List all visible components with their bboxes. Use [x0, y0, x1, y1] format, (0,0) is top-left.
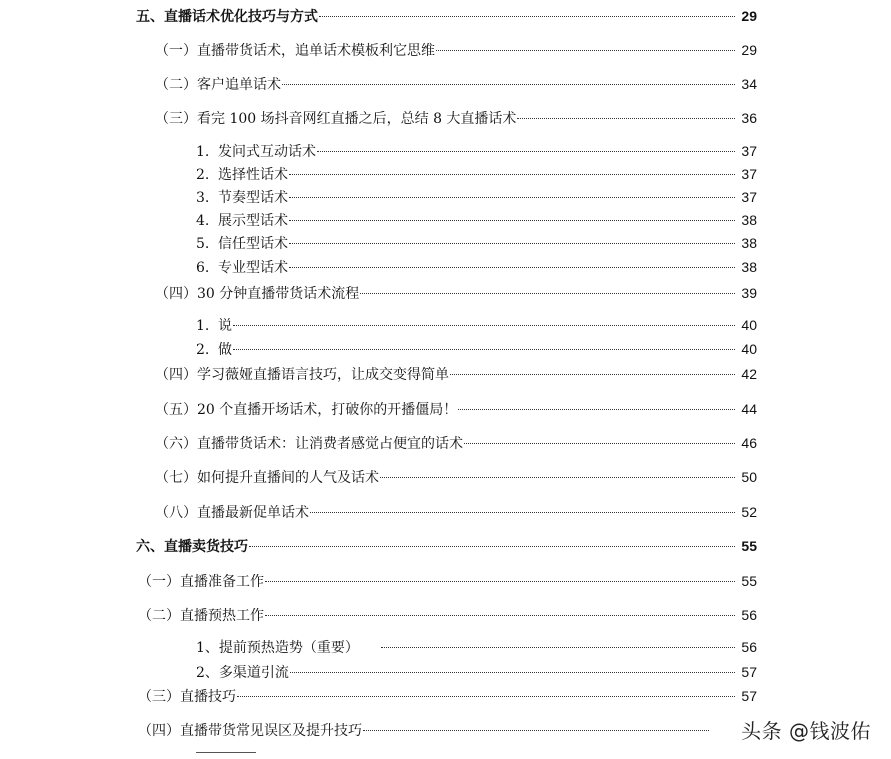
toc-leader-dots — [450, 374, 735, 375]
toc-entry[interactable] — [196, 163, 757, 185]
toc-entry-title: （一）直播准备工作 — [138, 574, 264, 590]
toc-page-number: 56 — [741, 639, 757, 655]
toc-entry[interactable] — [155, 466, 757, 488]
toc-entry[interactable] — [155, 398, 757, 420]
toc-entry[interactable] — [155, 282, 757, 304]
toc-entry-title: 2、多渠道引流 — [196, 665, 289, 681]
toc-leader-dots — [237, 696, 735, 697]
toc-page-number: 34 — [741, 76, 757, 92]
toc-entry[interactable] — [138, 604, 757, 626]
toc-leader-dots — [310, 512, 735, 513]
toc-entry-title: （三）看完 100 场抖音网红直播之后，总结 8 大直播话术 — [155, 111, 517, 127]
toc-leader-dots — [289, 197, 735, 198]
toc-entry-number: 1. — [196, 144, 210, 160]
toc-page-number: 55 — [741, 538, 757, 554]
toc-entry-title: （七）如何提升直播间的人气及话术 — [155, 470, 379, 486]
toc-entry-title: 展示型话术 — [218, 213, 288, 229]
toc-page-number: 55 — [741, 573, 757, 589]
toc-entry-title: 说 — [218, 318, 232, 334]
toc-entry[interactable] — [155, 432, 757, 454]
toc-entry[interactable] — [155, 363, 757, 385]
toc-leader-dots — [360, 293, 735, 294]
toc-page-number: 52 — [741, 504, 757, 520]
toc-page-number: 37 — [741, 143, 757, 159]
toc-leader-dots — [249, 546, 735, 547]
toc-entry[interactable] — [196, 232, 757, 254]
toc-entry[interactable] — [196, 636, 757, 658]
toc-leader-dots — [265, 581, 735, 582]
toc-leader-dots — [317, 151, 735, 152]
toc-page-number: 40 — [741, 341, 757, 357]
toc-page-number: 37 — [741, 166, 757, 182]
toc-leader-dots — [464, 443, 735, 444]
toc-page-number: 40 — [741, 317, 757, 333]
toc-entry-number: 3. — [196, 190, 210, 206]
toc-page-number: 44 — [741, 401, 757, 417]
toc-entry[interactable] — [138, 570, 757, 592]
toc-entry[interactable] — [155, 501, 757, 523]
toc-entry-title: （四）30 分钟直播带货话术流程 — [155, 286, 360, 302]
toc-leader-dots — [282, 84, 735, 85]
toc-page-number: 38 — [741, 235, 757, 251]
toc-entry-number: 1. — [196, 318, 210, 334]
toc-page-number: 38 — [741, 212, 757, 228]
toc-page-number: 29 — [741, 8, 757, 24]
toc-leader-dots — [290, 672, 735, 673]
toc-leader-dots — [289, 267, 735, 268]
toc-entry-title: （八）直播最新促单话术 — [155, 505, 309, 521]
toc-entry[interactable] — [196, 314, 757, 336]
toc-entry-title: （一）直播带货话术，追单话术模板利它思维 — [155, 43, 435, 59]
toc-leader-dots — [289, 174, 735, 175]
toc-entry-title: 做 — [218, 342, 232, 358]
toc-leader-dots — [289, 243, 735, 244]
toc-entry[interactable] — [155, 39, 757, 61]
toc-entry[interactable] — [196, 140, 757, 162]
toc-leader-dots — [265, 615, 735, 616]
toc-entry-title: 1、提前预热造势（重要） — [196, 640, 359, 656]
toc-entry-title: 六、直播卖货技巧 — [136, 539, 248, 555]
toc-leader-dots — [380, 477, 735, 478]
toc-page-number: 57 — [741, 664, 757, 680]
toc-page-number: 42 — [741, 366, 757, 382]
toc-leader-dots — [319, 16, 735, 17]
toc-leader-dots — [436, 50, 735, 51]
toc-entry[interactable] — [196, 661, 757, 683]
toc-entry-title: （六）直播带货话术：让消费者感觉占便宜的话术 — [155, 436, 463, 452]
toc-entry-title: 专业型话术 — [218, 260, 288, 276]
toc-page-number: 37 — [741, 189, 757, 205]
toc-entry[interactable] — [155, 73, 757, 95]
toc-leader-dots — [289, 220, 735, 221]
toc-entry-title: 信任型话术 — [218, 236, 288, 252]
toc-entry-title: （三）直播技巧 — [138, 689, 236, 705]
toc-entry[interactable] — [196, 186, 757, 208]
toc-entry-number: 2. — [196, 167, 210, 183]
toc-leader-dots — [517, 118, 735, 119]
toc-page-number: 38 — [741, 259, 757, 275]
toc-entry-title: （二）客户追单话术 — [155, 77, 281, 93]
toc-page-number: 57 — [741, 688, 757, 704]
toc-page-number: 39 — [741, 285, 757, 301]
toc-entry[interactable] — [155, 107, 757, 129]
toc-leader-dots — [233, 349, 735, 350]
toc-leader-dots — [233, 325, 735, 326]
toc-entry[interactable] — [138, 685, 757, 707]
toc-entry-title: 选择性话术 — [218, 167, 288, 183]
toc-entry-title: （二）直播预热工作 — [138, 608, 264, 624]
watermark: 头条 @钱波佑 — [741, 719, 871, 743]
toc-entry-title: （四）直播带货常见误区及提升技巧 — [138, 723, 362, 739]
toc-page-number: 36 — [741, 110, 757, 126]
toc-leader-dots — [363, 730, 709, 731]
toc-entry-number: 6. — [196, 260, 210, 276]
toc-entry-number: 2. — [196, 342, 210, 358]
toc-entry-title: 五、直播话术优化技巧与方式 — [136, 9, 318, 25]
toc-entry-title: 发问式互动话术 — [218, 144, 316, 160]
toc-entry-number: 5. — [196, 236, 210, 252]
toc-page-number: 56 — [741, 607, 757, 623]
toc-leader-dots — [381, 647, 735, 648]
toc-page-number: 29 — [741, 42, 757, 58]
toc-entry-title: 节奏型话术 — [218, 190, 288, 206]
toc-page-number: 50 — [741, 469, 757, 485]
toc-entry[interactable] — [138, 720, 731, 742]
toc-page-number: 46 — [741, 435, 757, 451]
toc-entry-number: 4. — [196, 213, 210, 229]
toc-entry[interactable] — [196, 256, 757, 278]
toc-entry-section-6[interactable] — [136, 535, 757, 557]
toc-leader-dots — [458, 409, 735, 410]
toc-entry[interactable] — [196, 209, 757, 231]
toc-entry-section-5[interactable] — [136, 5, 757, 27]
toc-entry-title: （四）学习薇娅直播语言技巧，让成交变得简单 — [155, 367, 449, 383]
toc-entry-title: （五）20 个直播开场话术，打破你的开播僵局！ — [155, 402, 458, 418]
toc-entry[interactable] — [196, 338, 757, 360]
